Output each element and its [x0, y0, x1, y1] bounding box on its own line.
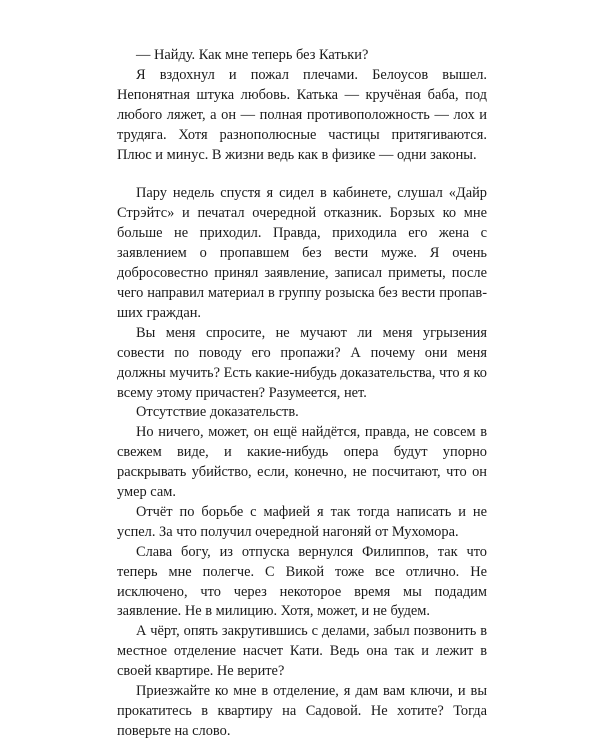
- paragraph-filippov: Слава богу, из отпуска вернулся Филиппов, так что теперь мне полегче. С Викой тоже все отлично. Не исключено, что через некоторое время мы подадим заявление. Не в милицию. Хотя, может, и не будем.: [117, 543, 487, 620]
- paragraph-keys: Приезжайте ко мне в отделение, я дам вам ключи, и вы прокатитесь в квартиру на Садовой. Не хотите? Тогда поверьте на слово.: [117, 683, 487, 739]
- paragraph-mafia-report: Отчёт по борьбе с мафией я так тогда написать и не успел. За что получил очередной нагоняй от Мухомора.: [117, 503, 487, 540]
- paragraph-love-physics: Я вздохнул и пожал плечами. Белоусов вышел. Непонятная штука любовь. Катька — кручёная баба, под любого ляжет, а он — полная противоположность — лох и трудяга. Хотя разнополюсные частицы притягиваются. Плюс и минус. В жизни ведь как в физике — одни законы.: [117, 66, 487, 163]
- paragraph-maybe-found: Но ничего, может, он ещё найдётся, правда, не совсем в свежем виде, и какие-нибудь опера будут упорно раскрывать убийство, если, конечно, не посчитают, что он умер сам.: [117, 424, 487, 501]
- paragraph-no-evidence: Отсутствие доказательств.: [136, 404, 299, 421]
- paragraph-conscience: Вы меня спросите, не мучают ли меня угрызения совести по поводу его пропажи? А почему они меня должны мучить? Есть какие-нибудь доказательства, что я ко всему этому причастен? Разумеется, нет.: [117, 324, 487, 401]
- paragraph-dialogue-find: — Найду. Как мне теперь без Катьки?: [136, 47, 369, 63]
- paragraph-two-weeks-later: Пару недель спустя я сидел в кабинете, слушал «Дайр Стрэйтс» и печатал очередной отказник. Борзых ко мне больше не приходил. Правда, приходила его жена с заявлением о пропавшем без вести муже. Я очень добросовестно принял заявление, записал приметы, после чего направил материал в группу розыска без вести пропавших граждан.: [117, 185, 487, 321]
- book-page: [117, 46, 487, 742]
- paragraph-katya: А чёрт, опять закрутившись с делами, забыл позвонить в местное отделение насчет Кати. Ведь она так и лежит в своей квартире. Не верите?: [117, 623, 487, 680]
